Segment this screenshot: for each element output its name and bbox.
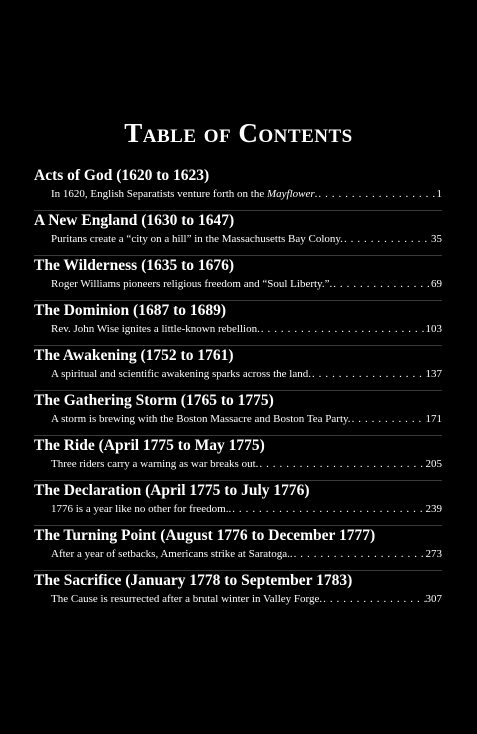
toc-entry [34, 211, 442, 256]
chapter-description: After a year of setbacks, Americans strike at Saratoga.. [51, 548, 293, 560]
dot-leader [293, 547, 426, 561]
page-number: 69 [431, 278, 442, 290]
dot-leader [231, 502, 425, 516]
dot-leader [311, 367, 426, 381]
description-text: In 1620, English Separatists venture forth on the [51, 188, 267, 200]
chapter-title: Acts of God (1620 to 1623) [34, 167, 210, 184]
chapter-description: 1776 is a year like no other for freedom.. [51, 503, 232, 515]
chapter-title: The Turning Point (August 1776 to December 1777) [34, 527, 376, 544]
toc-entry [34, 526, 442, 571]
toc-line [51, 322, 442, 336]
chapter-description: Three riders carry a warning as war breaks out. [51, 458, 259, 470]
page-number: 273 [425, 548, 442, 560]
page-number: 35 [431, 233, 442, 245]
page-number: 205 [425, 458, 442, 470]
toc-line [51, 592, 442, 606]
chapter-title: The Gathering Storm (1765 to 1775) [34, 392, 274, 409]
toc-entry [34, 571, 442, 616]
chapter-title: The Sacrifice (January 1778 to September 1783) [34, 572, 353, 589]
dot-leader [322, 592, 425, 606]
toc-entry [34, 436, 442, 481]
description-tail: . [314, 188, 318, 200]
toc-entry [34, 346, 442, 391]
toc-line [51, 547, 442, 561]
toc-entry [34, 481, 442, 526]
chapter-description [51, 187, 317, 201]
page-number: 103 [425, 323, 442, 335]
toc-entry [34, 166, 442, 211]
dot-leader [260, 322, 426, 336]
chapter-description: Rev. John Wise ignites a little-known rebellion. [51, 323, 260, 335]
chapter-description: A storm is brewing with the Boston Massacre and Boston Tea Party. [51, 413, 351, 425]
toc-line [51, 187, 442, 201]
toc-entry [34, 301, 442, 346]
chapter-title: The Declaration (April 1775 to July 1776) [34, 482, 310, 499]
dot-leader [351, 412, 426, 426]
chapter-description: A spiritual and scientific awakening sparks across the land. [51, 368, 311, 380]
chapter-description: The Cause is resurrected after a brutal winter in Valley Forge. [51, 593, 323, 605]
toc-line [51, 502, 442, 516]
dot-leader [332, 277, 431, 291]
page-number: 307 [425, 593, 442, 605]
toc-list [34, 166, 442, 616]
page-number: 137 [425, 368, 442, 380]
toc-entry [34, 256, 442, 301]
chapter-title: A New England (1630 to 1647) [34, 212, 235, 229]
toc-line [51, 457, 442, 471]
toc-line [51, 232, 442, 246]
toc-line [51, 412, 442, 426]
page-number: 171 [425, 413, 442, 425]
chapter-title: The Dominion (1687 to 1689) [34, 302, 227, 319]
page-title: Table of Contents [124, 118, 353, 148]
ship-name: Mayflower [267, 188, 315, 200]
dot-leader [343, 232, 431, 246]
chapter-description: Roger Williams pioneers religious freedom and “Soul Liberty.”. [51, 278, 333, 290]
chapter-description: Puritans create a “city on a hill” in the Massachusetts Bay Colony. [51, 233, 343, 245]
chapter-title: The Awakening (1752 to 1761) [34, 347, 234, 364]
dot-leader [314, 187, 436, 201]
toc-line [51, 277, 442, 291]
toc-line [51, 367, 442, 381]
page-number: 239 [425, 503, 442, 515]
chapter-title: The Ride (April 1775 to May 1775) [34, 437, 265, 454]
dot-leader [258, 457, 425, 471]
chapter-title: The Wilderness (1635 to 1676) [34, 257, 235, 274]
page-number: 1 [436, 188, 442, 200]
toc-entry [34, 391, 442, 436]
